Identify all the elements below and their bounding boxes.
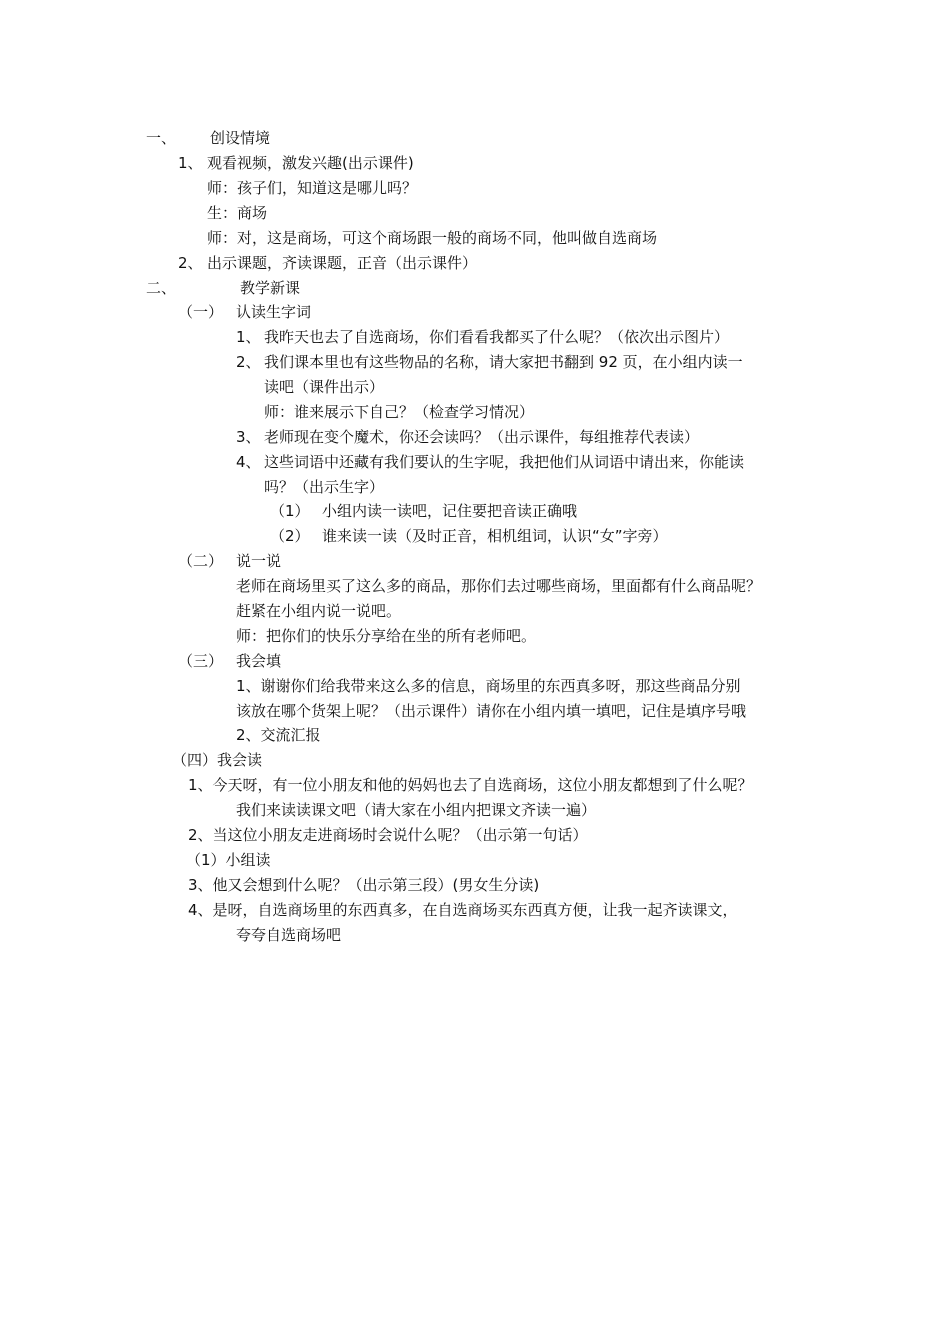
item-number: 4、: [236, 453, 261, 471]
item-number: 2、: [236, 353, 261, 371]
item-continuation: 读吧（课件出示）: [264, 378, 385, 396]
item-number: 2、: [178, 254, 203, 272]
paragraph-line: 1、谢谢你们给我带来这么多的信息，商场里的东西真多呀，那这些商品分别: [236, 677, 741, 695]
subsection-number: （三）: [178, 652, 224, 670]
section-number: 一、: [146, 129, 177, 147]
dialogue-line: 师：孩子们，知道这是哪儿吗？: [207, 179, 418, 197]
paragraph-line: 2、当这位小朋友走进商场时会说什么呢？（出示第一句话）: [188, 826, 588, 844]
sub-item-text: 小组内读一读吧，记住要把音读正确哦: [322, 502, 578, 520]
dialogue-line: 师：把你们的快乐分享给在坐的所有老师吧。: [236, 627, 537, 645]
dialogue-line: 师：谁来展示下自己？（检查学习情况）: [264, 403, 535, 421]
item-text: 老师现在变个魔术，你还会读吗？（出示课件，每组推荐代表读）: [264, 428, 700, 446]
subsection-title: 认读生字词: [236, 303, 312, 321]
sub-item-number: （1）: [270, 502, 310, 520]
item-number: 1、: [236, 328, 261, 346]
item-text: 我昨天也去了自选商场，你们看看我都买了什么呢？（依次出示图片）: [264, 328, 730, 346]
sub-item-text: 谁来读一读（及时正音，相机组词，认识“女”字旁）: [322, 527, 668, 545]
item-continuation: 吗？（出示生字）: [264, 478, 385, 496]
paragraph-line: （1）小组读: [186, 851, 271, 869]
dialogue-line: 师：对，这是商场，可这个商场跟一般的商场不同，他叫做自选商场: [207, 229, 658, 247]
subsection-number: （二）: [178, 552, 224, 570]
paragraph-line: 老师在商场里买了这么多的商品，那你们去过哪些商场，里面都有什么商品呢？: [236, 577, 762, 595]
subsection-number: （一）: [178, 303, 224, 321]
paragraph-line: 3、他又会想到什么呢？（出示第三段）(男女生分读): [188, 876, 540, 894]
paragraph-line: 1、今天呀，有一位小朋友和他的妈妈也去了自选商场，这位小朋友都想到了什么呢？: [188, 776, 753, 794]
section-title: 创设情境: [210, 129, 271, 147]
item-text: 这些词语中还藏有我们要认的生字呢，我把他们从词语中请出来，你能读: [264, 453, 745, 471]
item-number: 3、: [236, 428, 261, 446]
item-number: 1、: [178, 154, 203, 172]
item-text: 我们课本里也有这些物品的名称，请大家把书翻到 92 页，在小组内读一: [264, 353, 743, 371]
paragraph-line: 4、是呀，自选商场里的东西真多，在自选商场买东西真方便，让我一起齐读课文，: [188, 901, 738, 919]
paragraph-line: 我们来读读课文吧（请大家在小组内把课文齐读一遍）: [236, 801, 597, 819]
subsection-title: 我会填: [236, 652, 282, 670]
subsection-heading: （四）我会读: [172, 751, 263, 769]
section-number: 二、: [146, 279, 177, 297]
subsection-title: 说一说: [236, 552, 282, 570]
paragraph-line: 该放在哪个货架上呢？（出示课件）请你在小组内填一填吧，记住是填序号哦: [236, 702, 747, 720]
item-text: 出示课题，齐读课题，正音（出示课件）: [207, 254, 478, 272]
paragraph-line: 夸夸自选商场吧: [236, 926, 342, 944]
paragraph-line: 赶紧在小组内说一说吧。: [236, 602, 402, 620]
sub-item-number: （2）: [270, 527, 310, 545]
paragraph-line: 2、交流汇报: [236, 726, 321, 744]
dialogue-line: 生：商场: [207, 204, 268, 222]
item-text: 观看视频，激发兴趣(出示课件): [207, 154, 414, 172]
section-title: 教学新课: [240, 279, 301, 297]
